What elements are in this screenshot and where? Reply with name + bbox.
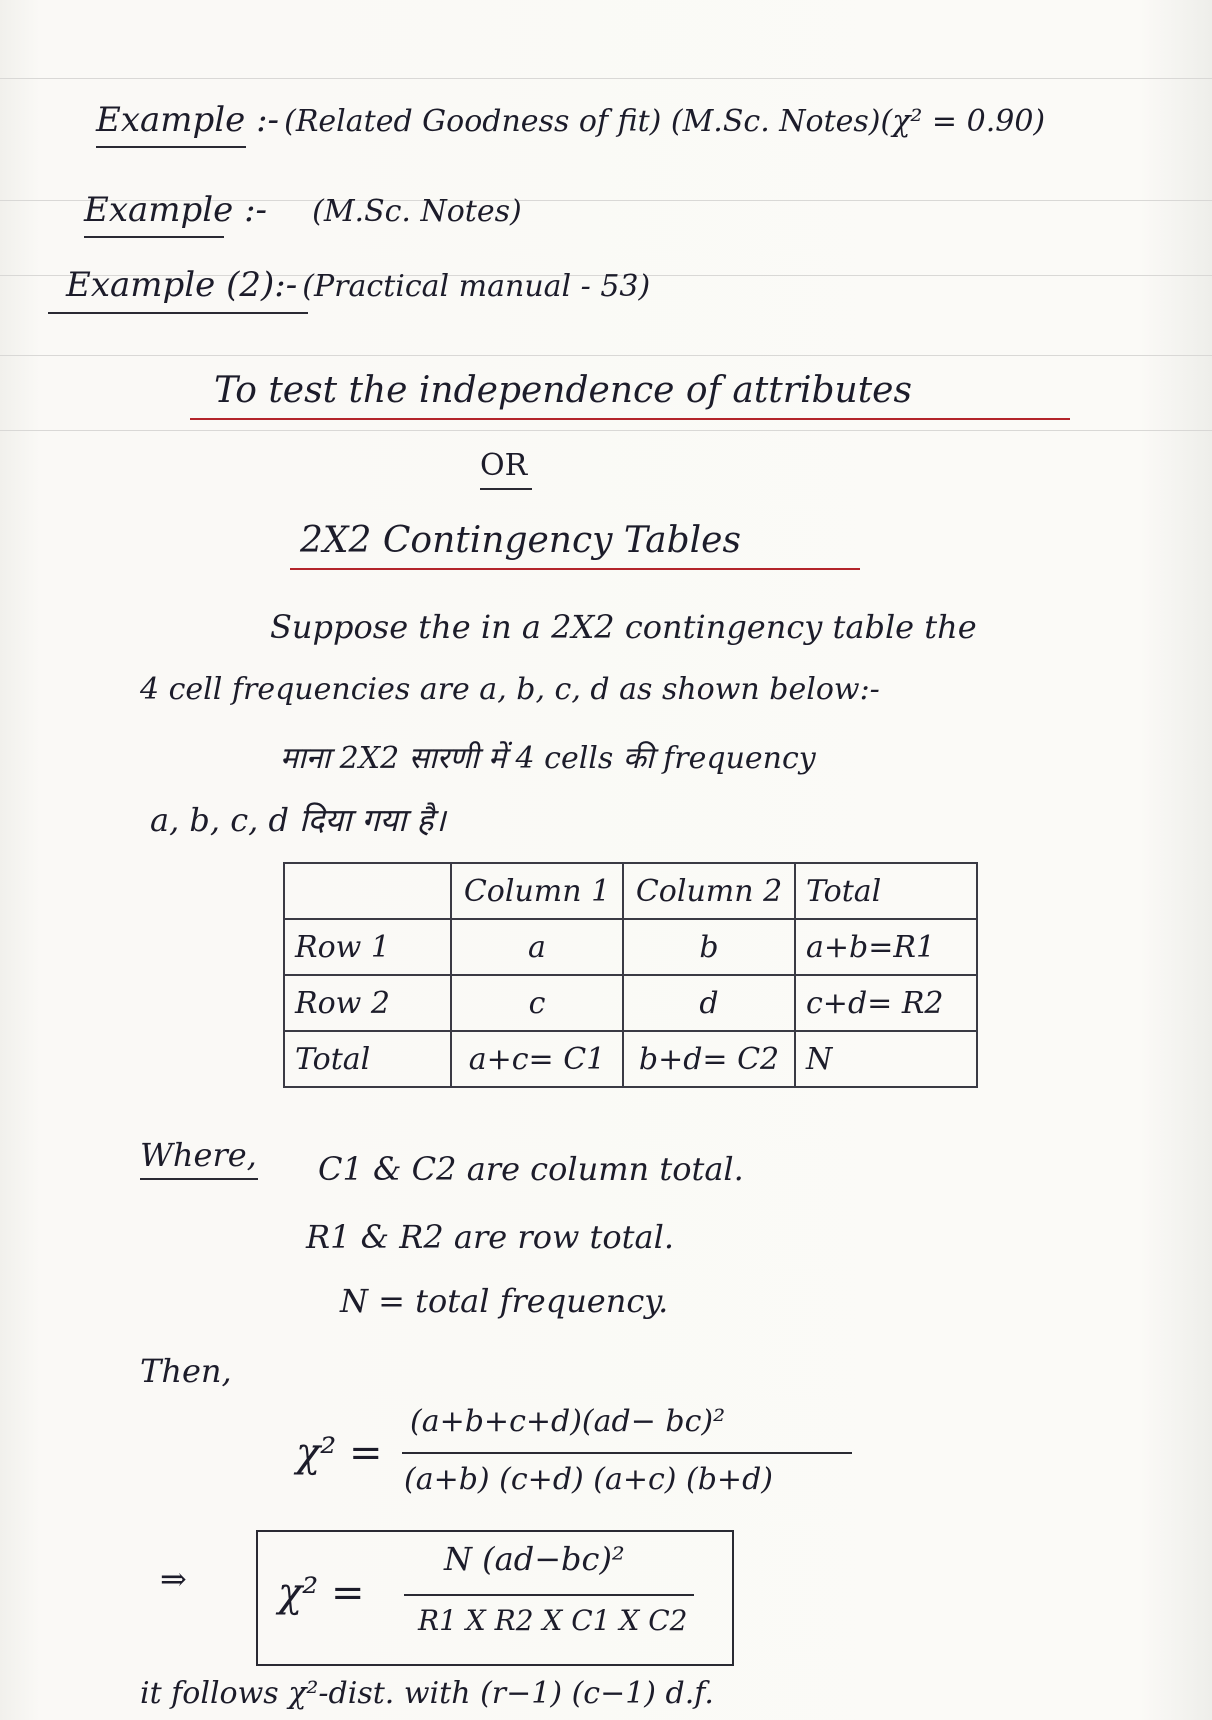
where-label: Where,: [140, 1136, 257, 1174]
intro-line-1: Suppose the in a 2X2 contingency table the: [270, 608, 977, 646]
contingency-table: [283, 862, 978, 1088]
table-cell: b: [623, 919, 795, 975]
table-header-cell: Column 1: [451, 863, 623, 919]
or-underline: [480, 488, 532, 490]
where-line-1: C1 & C2 are column total.: [318, 1150, 744, 1188]
where-line-2: R1 & R2 are row total.: [306, 1218, 674, 1256]
final-denominator: R1 X R2 X C1 X C2: [418, 1604, 688, 1637]
table-cell: Total: [284, 1031, 451, 1087]
example-text-2: (M.Sc. Notes): [312, 194, 522, 229]
final-numerator: N (ad−bc)²: [444, 1540, 625, 1578]
header-line-2: [84, 190, 522, 230]
sub-title-underline: [290, 568, 860, 570]
formula-numerator: (a+b+c+d)(ad− bc)²: [410, 1404, 726, 1439]
table-row: [284, 1031, 977, 1087]
formula-fraction-line: [402, 1452, 852, 1454]
main-title: To test the independence of attributes: [214, 370, 912, 411]
table-header-row: [284, 863, 977, 919]
where-line-3: N = total frequency.: [340, 1282, 669, 1320]
table-cell: d: [623, 975, 795, 1031]
intro-line-3: माना 2X2 सारणी में 4 cells की frequency: [280, 741, 816, 776]
example-underline-3: [48, 312, 308, 314]
table-cell: c+d= R2: [795, 975, 977, 1031]
example-label-1: Example :-: [96, 100, 280, 140]
header-line-3: [66, 265, 650, 305]
table-cell: a: [451, 919, 623, 975]
example-label-3: Example (2):-: [66, 265, 298, 305]
table-header-cell: Total: [795, 863, 977, 919]
header-line-1: [96, 100, 1045, 140]
formula-denominator: (a+b) (c+d) (a+c) (b+d): [404, 1462, 773, 1497]
table-row: [284, 975, 977, 1031]
example-underline-2: [84, 236, 224, 238]
intro-line-4: a, b, c, d दिया गया है।: [150, 801, 446, 839]
table-cell: c: [451, 975, 623, 1031]
chi-square-symbol: χ² =: [296, 1430, 383, 1476]
sub-title: 2X2 Contingency Tables: [300, 520, 741, 561]
table-header-cell: [284, 863, 451, 919]
example-text-1: (Related Goodness of fit) (M.Sc. Notes)(χ² = 0.90): [284, 104, 1046, 139]
example-label-2: Example :-: [84, 190, 268, 230]
table-row: [284, 919, 977, 975]
example-underline-1: [96, 146, 246, 148]
then-label: Then,: [140, 1352, 232, 1390]
example-text-3: (Practical manual - 53): [302, 269, 651, 304]
implies-arrow: ⇒: [160, 1560, 187, 1598]
chi-square-symbol-2: χ² =: [278, 1570, 365, 1616]
or-label: OR: [480, 448, 528, 483]
table-cell: a+b=R1: [795, 919, 977, 975]
table-header-cell: Column 2: [623, 863, 795, 919]
follows-line: it follows χ²-dist. with (r−1) (c−1) d.f.: [140, 1676, 714, 1711]
table-cell: b+d= C2: [623, 1031, 795, 1087]
table-cell: N: [795, 1031, 977, 1087]
where-underline: [140, 1178, 258, 1180]
final-fraction-line: [404, 1594, 694, 1596]
main-title-underline: [190, 418, 1070, 420]
table-cell: Row 1: [284, 919, 451, 975]
table-cell: a+c= C1: [451, 1031, 623, 1087]
table-cell: Row 2: [284, 975, 451, 1031]
intro-line-2: 4 cell frequencies are a, b, c, d as shown below:-: [140, 672, 880, 707]
